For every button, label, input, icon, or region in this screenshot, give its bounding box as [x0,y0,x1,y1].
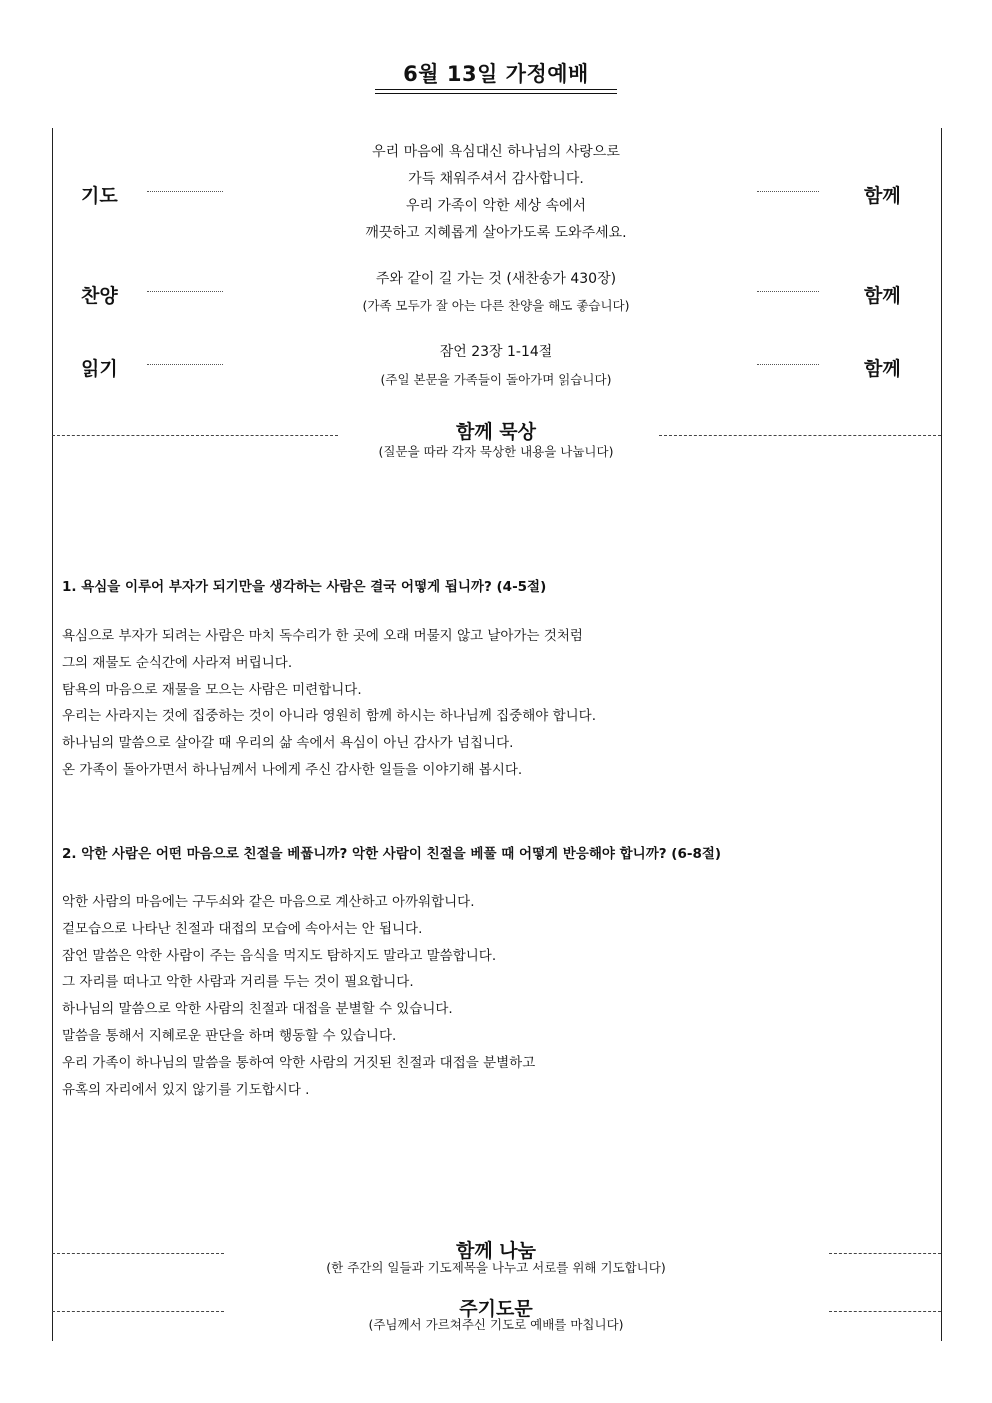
reading-together: 함께 [864,358,901,380]
answer-1 [62,623,596,784]
question-2: 2. 악한 사람은 어떤 마음으로 친절을 베풉니까? 악한 사람이 친절을 베풀 때 어떻게 반응해야 합니까? (6-8절) [62,846,722,862]
reading-dots-right [757,364,819,365]
prayer-line: 우리 마음에 욕심대신 하나님의 사랑으로 [372,144,620,160]
answer-line: 온 가족이 돌아가면서 하나님께서 나에게 주신 감사한 일들을 이야기해 봅시다. [62,761,523,778]
praise-note: (가족 모두가 잘 아는 다른 찬양을 해도 좋습니다) [362,298,630,313]
answer-line: 유혹의 자리에서 있지 않기를 기도합시다 . [62,1081,310,1098]
prayer-line: 가득 채워주셔서 감사합니다. [408,171,584,187]
prayer-line: 깨끗하고 지혜롭게 살아가도록 도와주세요. [365,225,627,241]
answer-line: 말씀을 통해서 지혜로운 판단을 하며 행동할 수 있습니다. [62,1027,397,1044]
sharing-subtitle: (한 주간의 일들과 기도제목을 나누고 서로를 위해 기도합니다) [326,1260,666,1275]
answer-line: 욕심으로 부자가 되려는 사람은 마치 독수리가 한 곳에 오래 머물지 않고 날아가는 것처럼 [62,628,583,644]
answer-2 [62,889,535,1103]
title-underline-1 [375,89,617,90]
answer-line: 악한 사람의 마음에는 구두쇠와 같은 마음으로 계산하고 아까워합니다. [62,894,475,910]
meditation-title: 함께 묵상 [455,421,537,443]
praise-together: 함께 [864,285,901,307]
answer-line: 우리 가족이 하나님의 말씀을 통하여 악한 사람의 거짓된 친절과 대접을 분별하고 [62,1054,536,1071]
reading-label: 읽기 [81,358,118,380]
meditation-subtitle: (질문을 따라 각자 묵상한 내용을 나눕니다) [378,444,614,459]
title-underline-2 [375,93,617,94]
prayer-together: 함께 [864,185,901,207]
page-title: 6월 13일 가정예배 [403,62,589,86]
reading-note: (주일 본문을 가족들이 돌아가며 읽습니다) [380,372,612,387]
sharing-divider-right [829,1253,941,1254]
answer-line: 잠언 말씀은 악한 사람이 주는 음식을 먹지도 탐하지도 말라고 말씀합니다. [62,947,497,964]
prayer-line: 우리 가족이 악한 세상 속에서 [405,198,587,214]
answer-line: 그의 재물도 순식간에 사라져 버립니다. [62,654,293,671]
answer-line: 겉모습으로 나타난 친절과 대접의 모습에 속아서는 안 됩니다. [62,920,423,937]
lords-prayer-title: 주기도문 [459,1298,533,1320]
answer-line: 우리는 사라지는 것에 집중하는 것이 아니라 영원히 함께 하시는 하나님께 집중해야 합니다. [62,708,597,725]
praise-label: 찬양 [81,285,118,307]
question-1: 1. 욕심을 이루어 부자가 되기만을 생각하는 사람은 결국 어떻게 됩니까? (4-5절) [62,579,547,595]
answer-line: 하나님의 말씀으로 악한 사람의 친절과 대접을 분별할 수 있습니다. [62,1001,453,1018]
sharing-title: 함께 나눔 [455,1240,537,1262]
prayer-dots-right [757,191,819,192]
prayer-label: 기도 [81,185,118,207]
answer-line: 탐욕의 마음으로 재물을 모으는 사람은 미련합니다. [62,681,362,698]
praise-hymn: 주와 같이 길 가는 것 (새찬송가 430장) [375,271,617,287]
reading-passage: 잠언 23장 1-14절 [439,344,553,360]
lords-prayer-subtitle: (주님께서 가르쳐주신 기도로 예배를 마칩니다) [368,1317,624,1332]
prayer-close-divider-right [829,1311,941,1312]
answer-line: 하나님의 말씀으로 살아갈 때 우리의 삶 속에서 욕심이 아닌 감사가 넘칩니다. [62,735,514,752]
meditation-divider-right [659,435,941,436]
prayer-text [0,139,992,247]
answer-line: 그 자리를 떠나고 악한 사람과 거리를 두는 것이 필요합니다. [62,974,414,991]
praise-dots-right [757,291,819,292]
